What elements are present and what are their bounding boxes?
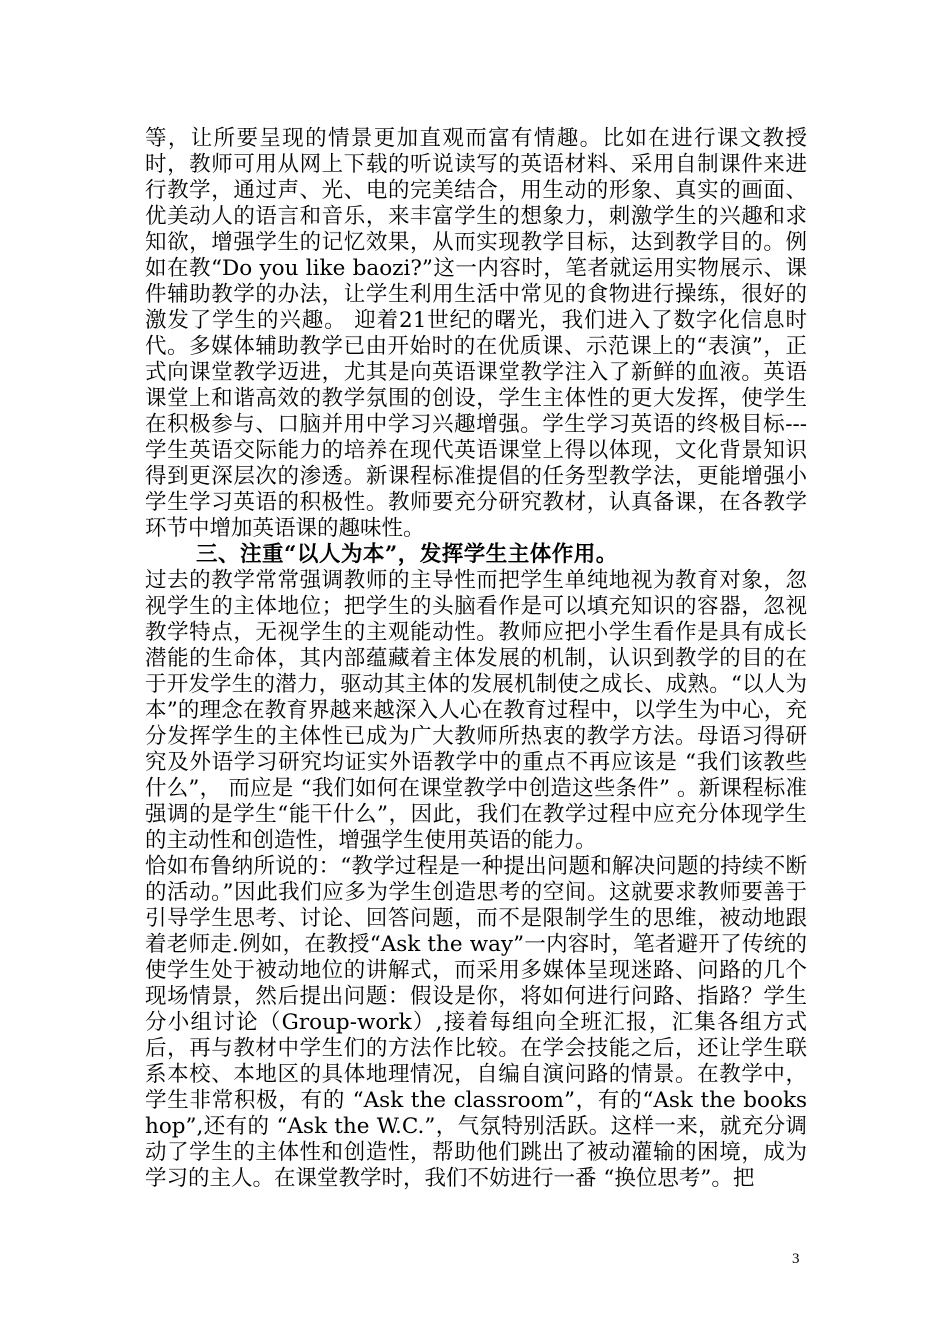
page-content: [145, 126, 807, 1192]
section-heading: 三、注重“以人为本”，发挥学生主体作用。: [196, 542, 618, 567]
paragraph-student-centered: 过去的教学常常强调教师的主导性而把学生单纯地视为教育对象，忽视学生的主体地位；把学生的头脑看作是可以填充知识的容器，忽视教学特点，无视学生的主观能动性。教师应把小学生看作是具有成长潜能的生命体，其内部蕴藏着主体发展的机制，认识到教学的目的在于开发学生的潜力，驱动其主体的发展机制使之成长、成熟。“以人为本”的理念在教育界越来越深入人心在教育过程中，以学生为中心，充分发挥学生的主体性已成为广大教师所热衷的教学方法。母语习得研究及外语学习研究均证实外语教学中的重点不再应该是 “我们该教些什么”， 而应是 “我们如何在课堂教学中创造这些条件” 。新课程标准强调的是学生“能干什么”，因此，我们在教学过程中应充分体现学生的主动性和创造性，增强学生使用英语的能力。: [145, 568, 807, 853]
paragraph-bruner-quote: 恰如布鲁纳所说的：“教学过程是一种提出问题和解决问题的持续不断的活动。”因此我们应多为学生创造思考的空间。这就要求教师要善于引导学生思考、讨论、回答问题，而不是限制学生的思维，被动地跟着老师走.例如，在教授“Ask the way”一内容时，笔者避开了传统的使学生处于被动地位的讲解式，而采用多媒体呈现迷路、问路的几个现场情景，然后提出问题：假设是你，将如何进行问路、指路？学生分小组讨论（Group-work）,接着每组向全班汇报，汇集各组方式后，再与教材中学生们的方法作比较。在学会技能之后，还让学生联系本校、本地区的具体地理情况，自编自演问路的情景。在教学中，学生非常积极，有的 “Ask the classroom”，有的“Ask the bookshop”,还有的 “Ask the W.C.”，气氛特别活跃。这样一来，就充分调动了学生的主体性和创造性，帮助他们跳出了被动灌输的困境，成为学习的主人。在课堂教学时，我们不妨进行一番 “换位思考”。把: [145, 854, 807, 1191]
page-number: 3: [792, 1251, 800, 1267]
paragraph-multimedia-teaching: 等，让所要呈现的情景更加直观而富有情趣。比如在进行课文教授时，教师可用从网上下载的听说读写的英语材料、采用自制课件来进行教学，通过声、光、电的完美结合，用生动的形象、真实的画面、优美动人的语言和音乐，来丰富学生的想象力，刺激学生的兴趣和求知欲，增强学生的记忆效果，从而实现教学目标，达到教学目的。例如在教“Do you like baozi?”这一内容时，笔者就运用实物展示、课件辅助教学的办法，让学生利用生活中常见的食物进行操练，很好的激发了学生的兴趣。 迎着21世纪的曙光，我们进入了数字化信息时代。多媒体辅助教学已由开始时的在优质课、示范课上的“表演”，正式向课堂教学迈进，尤其是向英语课堂教学注入了新鲜的血液。英语课堂上和谐高效的教学氛围的创设，学生主体性的更大发挥，使学生在积极参与、口脑并用中学习兴趣增强。学生学习英语的终极目标---学生英语交际能力的培养在现代英语课堂上得以体现，文化背景知识得到更深层次的渗透。新课程标准提倡的任务型教学法，更能增强小学生学习英语的积极性。教师要充分研究教材，认真备课，在各教学环节中增加英语课的趣味性。: [145, 126, 807, 541]
